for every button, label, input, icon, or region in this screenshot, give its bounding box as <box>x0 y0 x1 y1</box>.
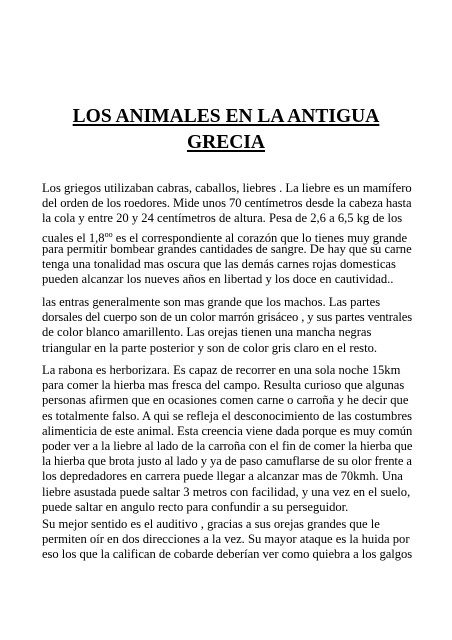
text-line: poder ver a la liebre al lado de la carroña con el fin de comer la hierba que <box>42 438 413 453</box>
paragraph-hare-hearing <box>42 517 412 563</box>
text-line: Los griegos utilizaban cabras, caballos, liebres . La liebre es un mamífero <box>42 181 412 195</box>
paragraph-hare-description <box>42 181 412 287</box>
text-line: las entras generalmente son mas grande que los machos. Las partes <box>42 295 381 309</box>
text-line: personas afirmen que en ocasiones comen carne o carroña y he decir que <box>42 393 409 408</box>
paragraph-hare-diet <box>42 363 412 515</box>
superscript: oo <box>104 229 113 239</box>
text-line: tenga una tonalidad mas oscura que las demás carnes rojas domesticas <box>42 256 396 271</box>
text-line: eso los que la califican de cobarde deberían ver como quiebra a los galgos <box>42 547 413 562</box>
title-line: GRECIA <box>186 132 265 153</box>
text-line: para comer la hierba mas fresca del campo. Resulta curioso que algunas <box>42 378 405 393</box>
text-fragment: cuales el 1,8 <box>42 230 105 245</box>
text-line: pueden alcanzar los nueves años en libertad y los doce en cautividad.. <box>42 272 394 287</box>
text-line: La rabona es herborizara. Es capaz de recorrer en una sola noche 15km <box>42 363 401 377</box>
text-line: liebre asustada puede saltar 3 metros con facilidad, y una vez en el suelo, <box>42 484 411 499</box>
text-fragment: es el correspondiente al corazón que lo tienes muy grande <box>112 230 408 245</box>
text-line: la cola y entre 20 y 24 centímetros de altura. Pesa de 2,6 a 6,5 kg de los <box>42 211 403 226</box>
text-line: triangular en la parte posterior y son de color gris claro en el resto. <box>42 340 378 355</box>
text-line: los depredadores en carrera puede llegar a alcanzar mas de 70kmh. Una <box>42 469 403 484</box>
text-line: alimenticia de este animal. Esta creencia viene dada porque es muy común <box>42 423 413 438</box>
text-line: del orden de los roedores. Mide unos 70 centímetros desde la cabeza hasta <box>42 196 412 211</box>
document-title <box>40 104 412 156</box>
text-line: permiten oír en dos direcciones a la vez. Su mayor ataque es la huida por <box>42 532 410 547</box>
text-line: es totalmente falso. A qui se refleja el desconocimiento de las costumbres <box>42 408 413 423</box>
title-line: LOS ANIMALES EN LA ANTIGUA <box>72 106 380 127</box>
paragraph-hare-coloring <box>42 295 412 356</box>
text-line: la hierba que brota justo al lado y ya de paso camuflarse de su olor frente a <box>42 454 412 469</box>
text-line: dorsales del cuerpo son de un color marrón grisáceo , y sus partes ventrales <box>42 310 412 325</box>
text-line <box>42 227 412 245</box>
text-line: para permitir bombear grandes cantidades de sangre. De hay que su carne <box>42 241 412 256</box>
text-line: Su mejor sentido es el auditivo , gracias a sus orejas grandes que le <box>42 517 380 531</box>
text-line: de color blanco amarillento. Las orejas tienen una mancha negras <box>42 325 372 340</box>
text-line: puede saltar en angulo recto para confundir a su perseguidor. <box>42 499 349 514</box>
